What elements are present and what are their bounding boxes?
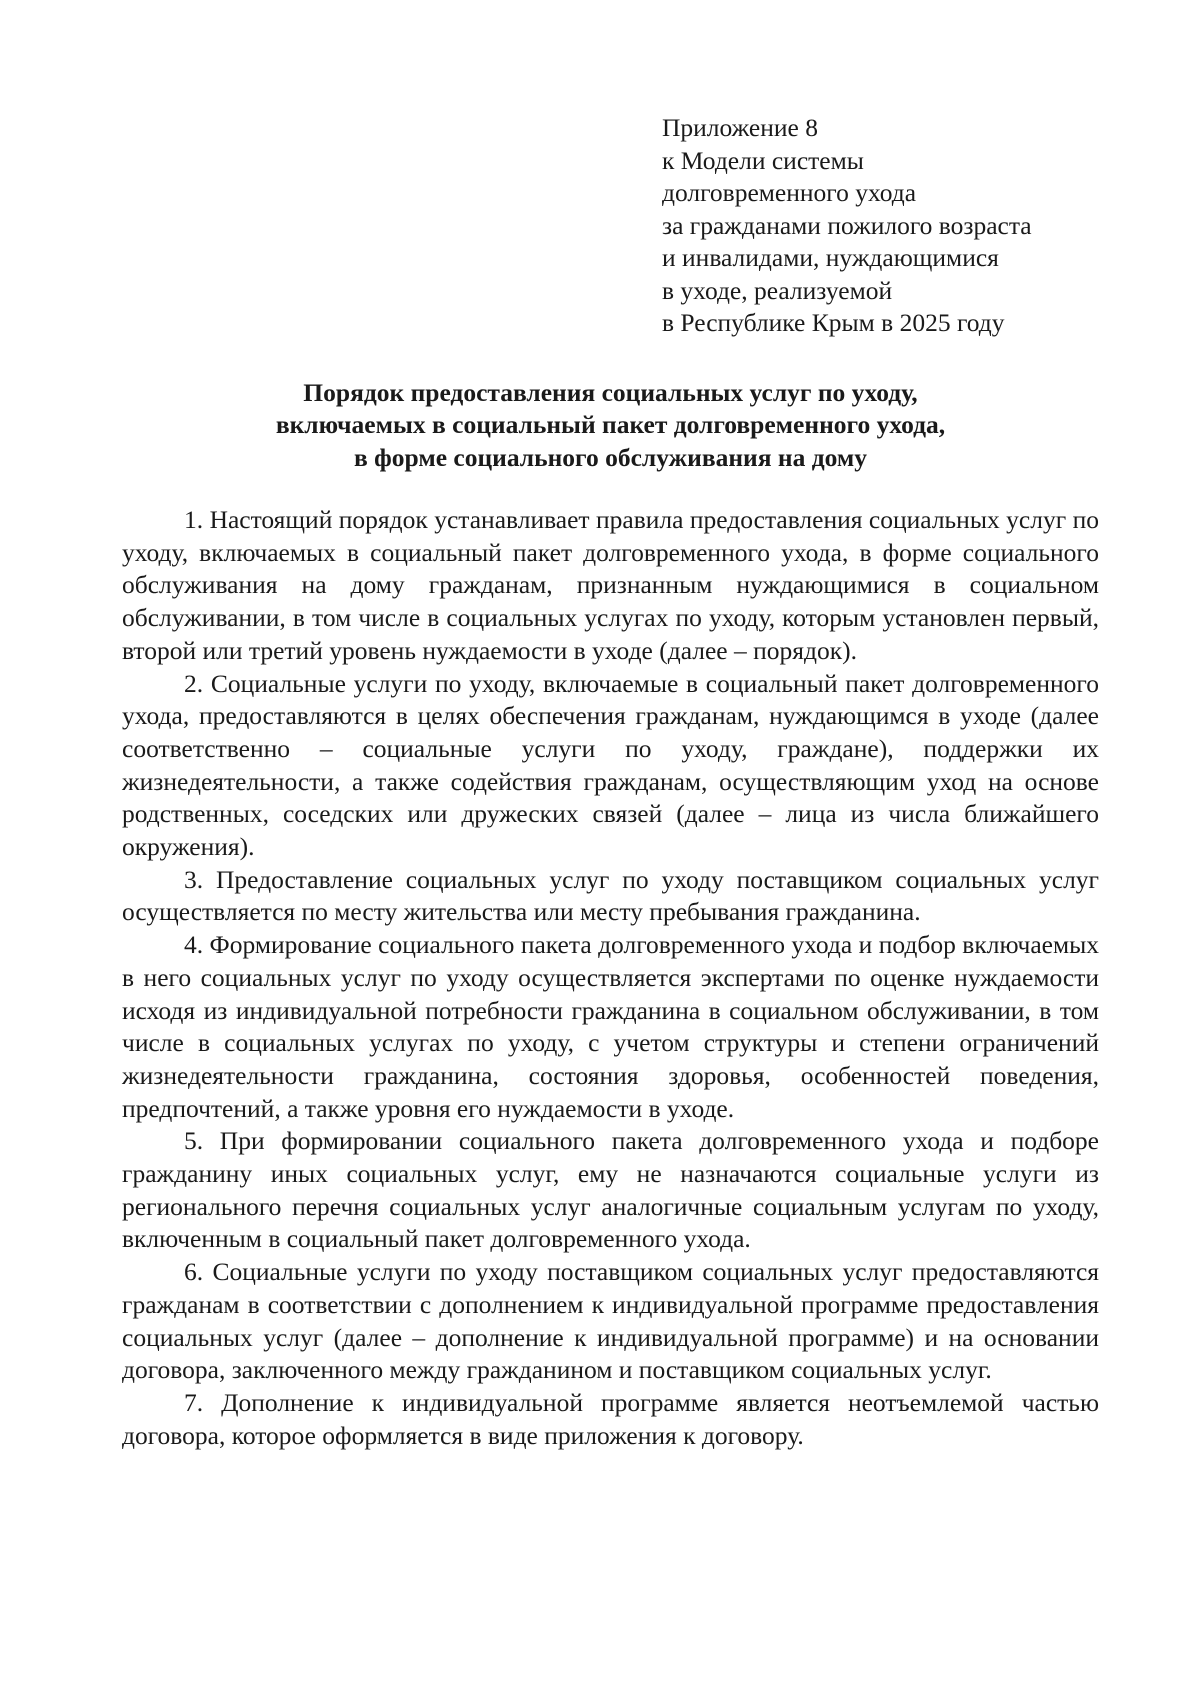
appendix-line: к Модели системы	[662, 145, 864, 175]
appendix-line: в Республике Крым в 2025 году	[662, 308, 1005, 337]
title-line: в форме социального обслуживания на дому	[353, 442, 868, 472]
title-line: включаемых в социальный пакет долговременного ухода,	[275, 410, 946, 439]
paragraph-1: 1. Настоящий порядок устанавливает правила предоставления социальных услуг по уходу, включаемых в социальный пакет долговременного ухода, в форме социального обслуживания на дому гражданам, признанным нуждающимися в социальном обслуживании, в том числе в социальных услугах по уходу, которым установлен первый, второй или третий уровень нуждаемости в уходе (далее – порядок).	[122, 505, 1099, 665]
paragraph-4: 4. Формирование социального пакета долговременного ухода и подбор включаемых в него социальных услуг по уходу осуществляется экспертами по оценке нуждаемости исходя из индивидуальной потребности гражданина в социальном обслуживании, в том числе в социальных услугах по уходу, с учетом структуры и степени ограничений жизнедеятельности гражданина, состояния здоровья, особенностей поведения, предпочтений, а также уровня его нуждаемости в уходе.	[122, 930, 1099, 1123]
appendix-line: долговременного ухода	[662, 178, 917, 207]
appendix-reference	[662, 112, 1082, 340]
paragraph-3: 3. Предоставление социальных услуг по уходу поставщиком социальных услуг осуществляется по месту жительства или месту пребывания гражданина.	[122, 864, 1099, 927]
appendix-line: за гражданами пожилого возраста	[662, 210, 1032, 240]
appendix-line: и инвалидами, нуждающимися	[662, 243, 999, 272]
title-line: Порядок предоставления социальных услуг по уходу,	[303, 377, 918, 407]
appendix-line: в уходе, реализуемой	[662, 275, 893, 305]
paragraph-2: 2. Социальные услуги по уходу, включаемые в социальный пакет долговременного ухода, предоставляются в целях обеспечения гражданам, нуждающимся в уходе (далее соответственно – социальные услуги по уходу, граждане), поддержки их жизнедеятельности, а также содействия гражданам, осуществляющим уход на основе родственных, соседских или дружеских связей (далее – лица из числа ближайшего окружения).	[122, 668, 1099, 862]
paragraph-5: 5. При формировании социального пакета долговременного ухода и подборе гражданину иных социальных услуг, ему не назначаются социальные услуги из регионального перечня социальных услуг аналогичные социальным услугам по уходу, включенным в социальный пакет долговременного ухода.	[122, 1126, 1099, 1254]
document-body	[122, 504, 1099, 1452]
paragraph-6: 6. Социальные услуги по уходу поставщиком социальных услуг предоставляются гражданам в соответствии с дополнением к индивидуальной программе предоставления социальных услуг (далее – дополнение к индивидуальной программе) и на основании договора, заключенного между гражданином и поставщиком социальных услуг.	[122, 1257, 1099, 1385]
paragraph-7: 7. Дополнение к индивидуальной программе является неотъемлемой частью договора, которое оформляется в виде приложения к договору.	[122, 1387, 1099, 1450]
appendix-line: Приложение 8	[662, 113, 818, 142]
document-title	[122, 377, 1099, 475]
